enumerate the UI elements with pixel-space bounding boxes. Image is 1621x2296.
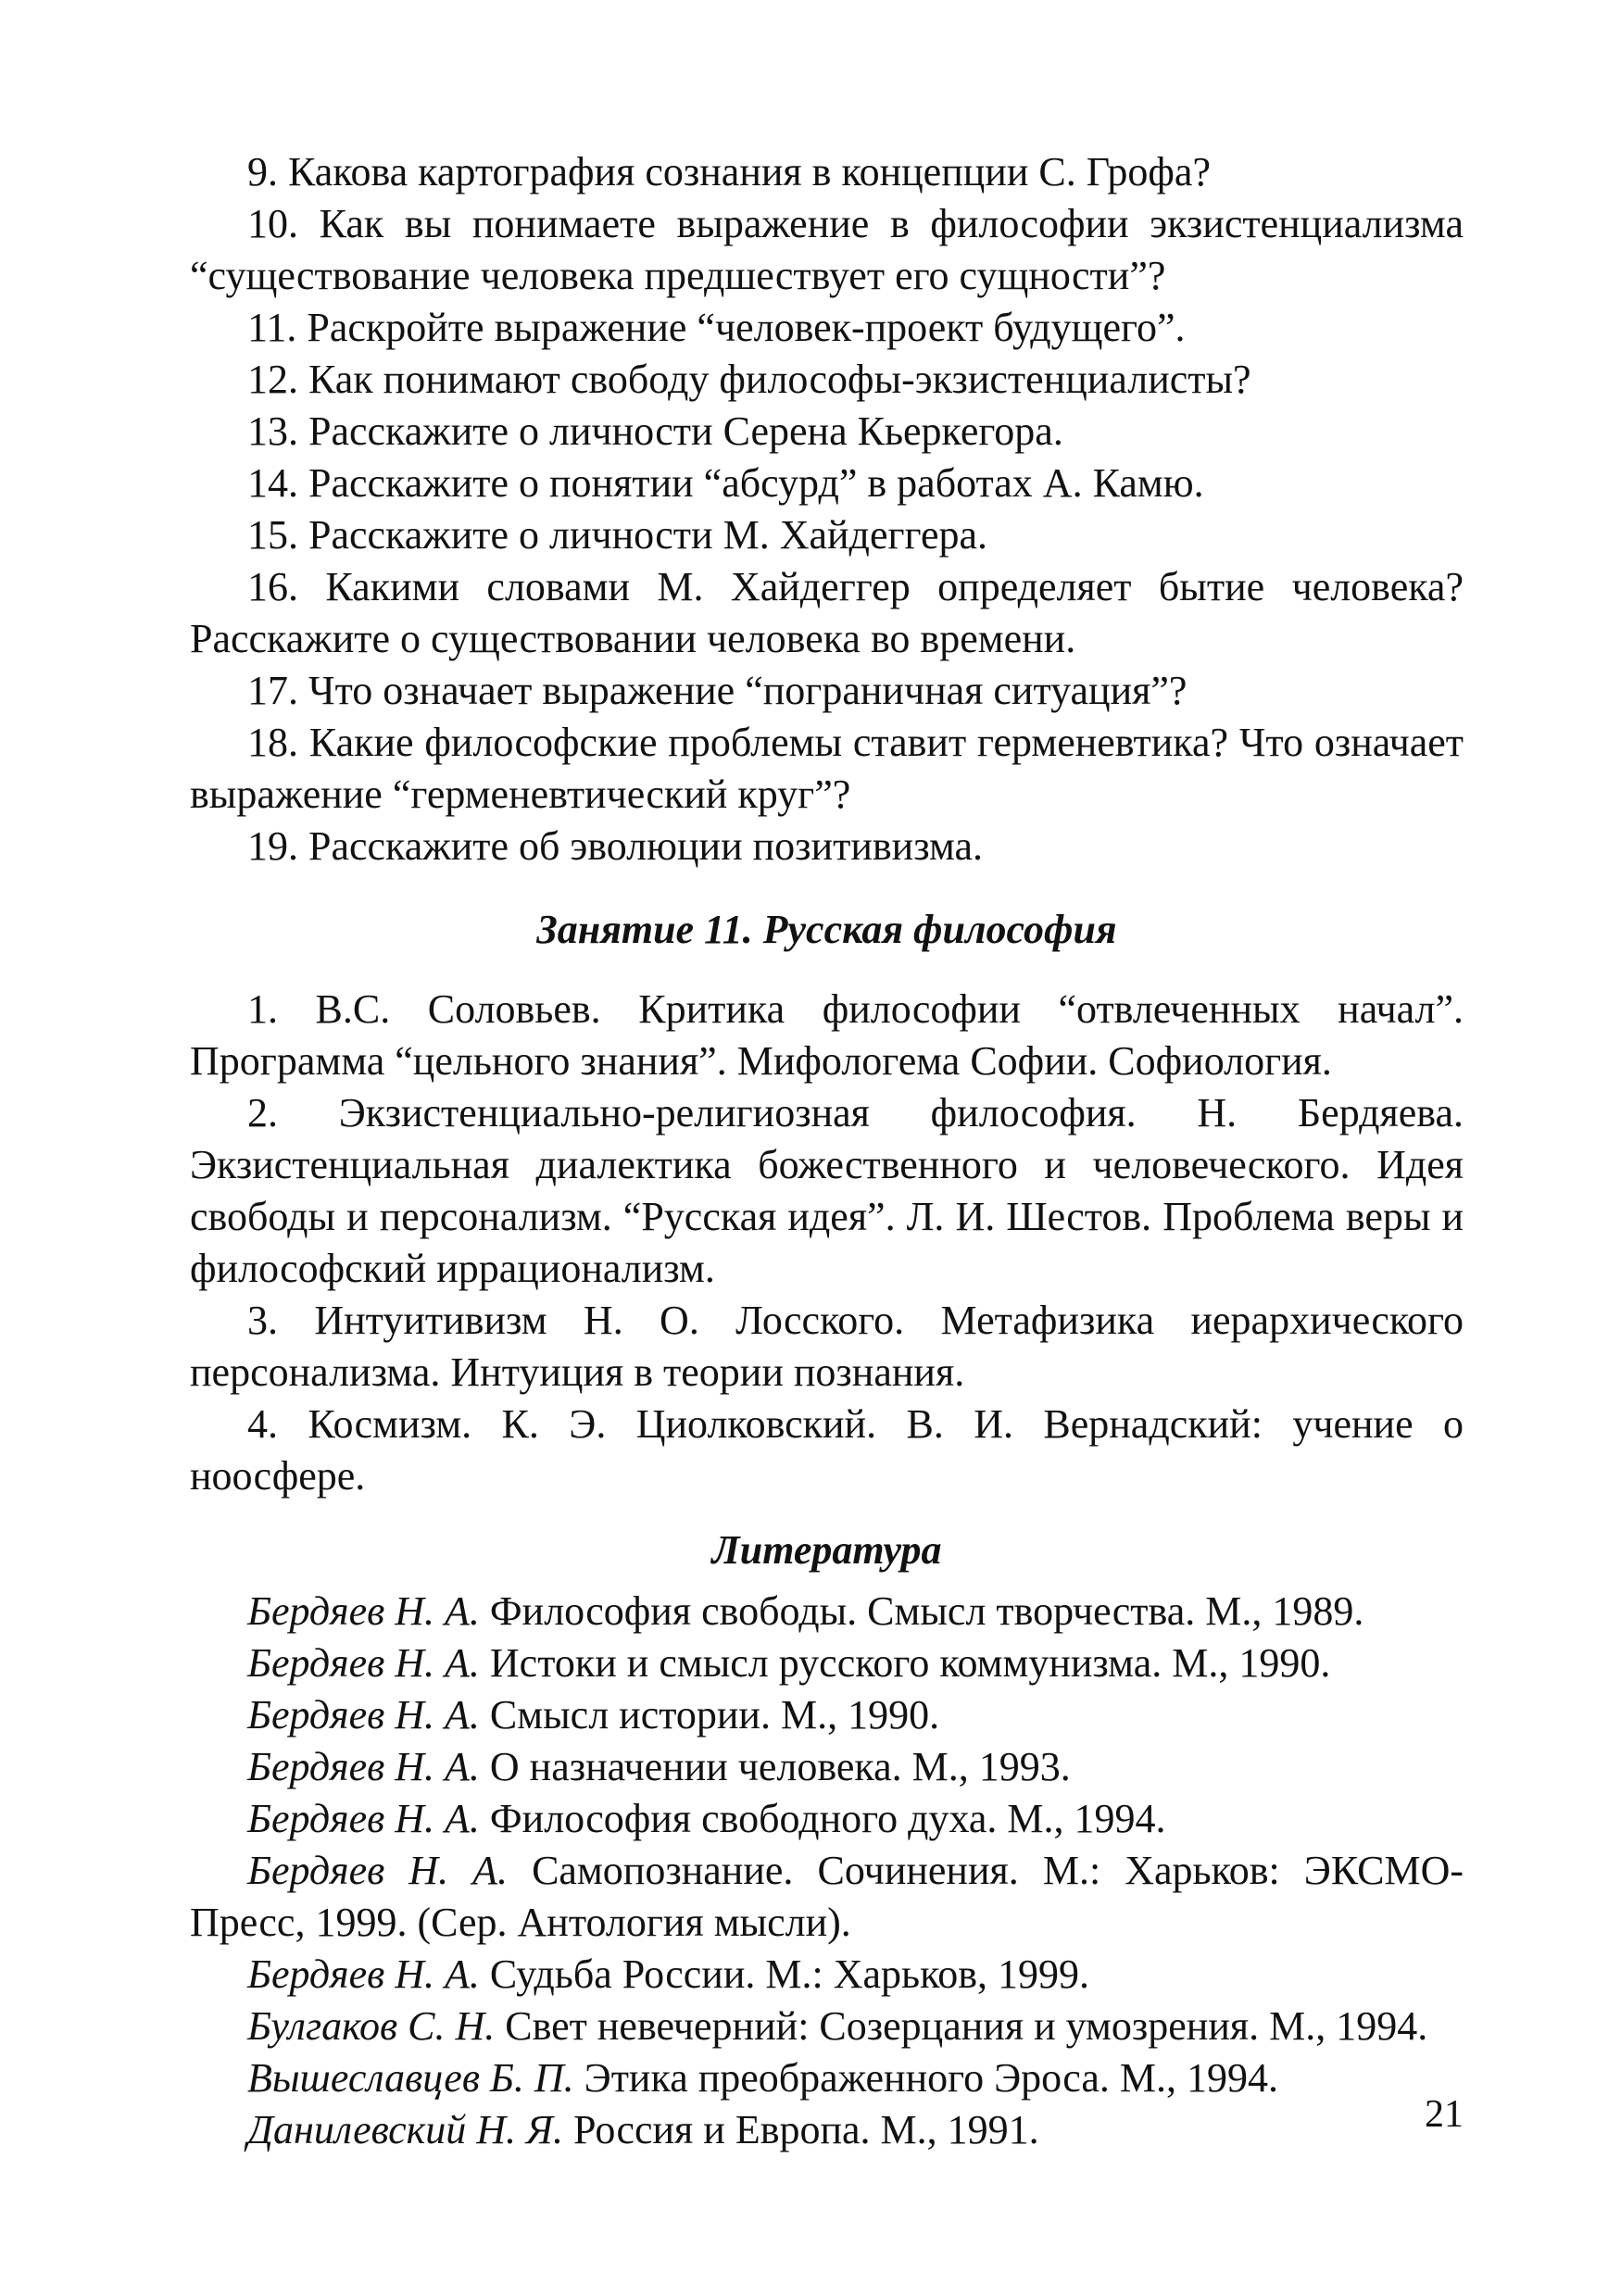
literature-author: Вышеславцев Б. П. <box>247 2055 574 2101</box>
section-title: Занятие 11. Русская философия <box>536 907 1117 952</box>
literature-work: Судьба России. М.: Харьков, 1999. <box>479 1951 1090 1997</box>
literature-item <box>190 1689 1464 1741</box>
literature-item <box>190 2104 1464 2156</box>
topic-item: 1. В.С. Соловьев. Критика философии “отвлеченных начал”. Программа “цельного знания”. Мифологема Софии. Софиология. <box>190 986 1464 1084</box>
literature-author: Бердяев Н. А. <box>247 1951 480 1997</box>
literature-work: Россия и Европа. М., 1991. <box>562 2107 1039 2152</box>
topic-item: 4. Космизм. К. Э. Циолковский. В. И. Вернадский: учение о ноосфере. <box>190 1401 1464 1499</box>
literature-item <box>190 2052 1464 2104</box>
question-item: 19. Расскажите об эволюции позитивизма. <box>247 823 984 869</box>
literature-work: Истоки и смысл русского коммунизма. М., 1990. <box>479 1640 1331 1686</box>
literature-work: Свет невечерний: Созерцания и умозрения. М., 1994. <box>495 2003 1428 2049</box>
literature-item <box>190 1741 1464 1793</box>
page-content <box>190 146 1464 2156</box>
literature-item <box>190 1845 1464 1949</box>
literature-author: Бердяев Н. А. <box>247 1796 480 1841</box>
literature-list <box>190 1586 1464 2156</box>
literature-item <box>190 2001 1464 2052</box>
topic-item: 2. Экзистенциально-религиозная философия. Н. Бердяева. Экзистенциальная диалектика божественного и человеческого. Идея свободы и персонализм. “Русская идея”. Л. И. Шестов. Проблема веры и философский иррационализм. <box>190 1090 1464 1291</box>
literature-author: Бердяев Н. А. <box>247 1692 480 1738</box>
question-item: 16. Какими словами М. Хайдеггер определяет бытие человека? Расскажите о существовании человека во времени. <box>190 564 1464 661</box>
question-item: 13. Расскажите о личности Серена Кьеркегора. <box>247 408 1063 454</box>
question-item: 9. Какова картография сознания в концепции С. Грофа? <box>247 149 1211 194</box>
question-item: 15. Расскажите о личности М. Хайдеггера. <box>247 512 988 558</box>
literature-item <box>190 1637 1464 1689</box>
literature-author: Бердяев Н. А. <box>247 1848 509 1893</box>
literature-item <box>190 1793 1464 1845</box>
literature-author: Бердяев Н. А. <box>247 1588 480 1634</box>
literature-author: Данилевский Н. Я. <box>247 2107 563 2152</box>
literature-work: Философия свободы. Смысл творчества. М., 1989. <box>479 1588 1364 1634</box>
literature-work: О назначении человека. М., 1993. <box>479 1744 1071 1789</box>
literature-author: Бердяев Н. А. <box>247 1744 480 1789</box>
literature-title: Литература <box>711 1527 942 1573</box>
question-item: 14. Расскажите о понятии “абсурд” в работах А. Камю. <box>247 460 1204 506</box>
question-item: 11. Раскройте выражение “человек-проект будущего”. <box>247 305 1186 350</box>
questions-list <box>190 146 1464 872</box>
literature-work: Самопознание. Сочинения. М.: Харьков: ЭКСМО-Пресс, 1999. (Сер. Антология мысли). <box>190 1848 1464 1945</box>
literature-work: Этика преображенного Эроса. М., 1994. <box>573 2055 1278 2101</box>
question-item: 10. Как вы понимаете выражение в философии экзистенциализма “существование человека предшествует его сущности”? <box>190 201 1464 298</box>
page-number: 21 <box>1425 2093 1464 2136</box>
question-item: 18. Какие философские проблемы ставит герменевтика? Что означает выражение “герменевтический круг”? <box>190 720 1464 817</box>
literature-author: Булгаков С. Н. <box>247 2003 496 2049</box>
question-item: 17. Что означает выражение “пограничная ситуация”? <box>247 668 1187 713</box>
topic-item: 3. Интуитивизм Н. О. Лосского. Метафизика иерархического персонализма. Интуиция в теории познания. <box>190 1298 1464 1395</box>
question-item: 12. Как понимают свободу философы-экзистенциалисты? <box>247 357 1251 402</box>
literature-item <box>190 1586 1464 1637</box>
literature-item <box>190 1949 1464 2001</box>
literature-author: Бердяев Н. А. <box>247 1640 480 1686</box>
topics-list <box>190 984 1464 1502</box>
literature-work: Смысл истории. М., 1990. <box>479 1692 940 1738</box>
literature-work: Философия свободного духа. М., 1994. <box>479 1796 1166 1841</box>
